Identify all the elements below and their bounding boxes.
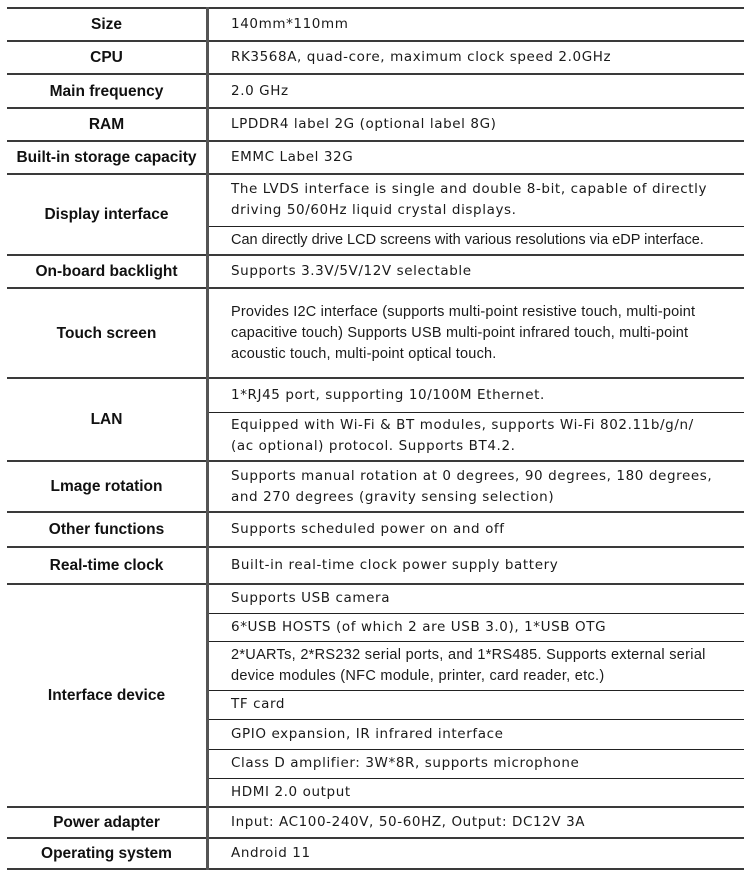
row-value: Input: AC100-240V, 50-60HZ, Output: DC12V 3A — [208, 807, 745, 838]
row-value: Built-in real-time clock power supply battery — [208, 547, 745, 584]
row-value: Supports manual rotation at 0 degrees, 90 degrees, 180 degrees, and 270 degrees (gravity sensing selection) — [208, 461, 745, 512]
row-label: Other functions — [7, 512, 208, 547]
row-value: Class D amplifier: 3W*8R, supports microphone — [208, 749, 745, 778]
row-label: Operating system — [7, 838, 208, 869]
row-label: Display interface — [7, 174, 208, 255]
table-row — [7, 255, 744, 288]
row-label: Lmage rotation — [7, 461, 208, 512]
row-value: LPDDR4 label 2G (optional label 8G) — [208, 108, 745, 141]
row-label: On-board backlight — [7, 255, 208, 288]
row-value: 2.0 GHz — [208, 74, 745, 108]
table-row — [7, 8, 744, 41]
row-value: Equipped with Wi-Fi & BT modules, supports Wi-Fi 802.11b/g/n/ (ac optional) protocol. Supports BT4.2. — [208, 412, 745, 461]
row-label: CPU — [7, 41, 208, 74]
row-label: Interface device — [7, 584, 208, 807]
row-value: The LVDS interface is single and double 8-bit, capable of directly driving 50/60Hz liquid crystal displays. — [208, 174, 745, 226]
row-value: Supports USB camera — [208, 584, 745, 613]
row-label: LAN — [7, 378, 208, 461]
row-value: Provides I2C interface (supports multi-point resistive touch, multi-point capacitive touch) Supports USB multi-point infrared touch, multi-point acoustic touch, multi-point optical touch. — [208, 288, 745, 378]
table-row — [7, 378, 744, 412]
row-value: 6*USB HOSTS (of which 2 are USB 3.0), 1*USB OTG — [208, 613, 745, 641]
row-value: Android 11 — [208, 838, 745, 869]
row-value: 140mm*110mm — [208, 8, 745, 41]
table-row — [7, 547, 744, 584]
row-value: EMMC Label 32G — [208, 141, 745, 174]
row-label: RAM — [7, 108, 208, 141]
row-label: Built-in storage capacity — [7, 141, 208, 174]
row-value: 1*RJ45 port, supporting 10/100M Ethernet. — [208, 378, 745, 412]
row-value: Can directly drive LCD screens with various resolutions via eDP interface. — [208, 226, 745, 255]
table-row — [7, 807, 744, 838]
row-value: Supports scheduled power on and off — [208, 512, 745, 547]
row-value: HDMI 2.0 output — [208, 778, 745, 807]
row-label: Main frequency — [7, 74, 208, 108]
table-row — [7, 584, 744, 613]
table-row — [7, 174, 744, 226]
table-row — [7, 461, 744, 512]
table-row — [7, 41, 744, 74]
row-label: Real-time clock — [7, 547, 208, 584]
table-row — [7, 141, 744, 174]
row-value: TF card — [208, 690, 745, 719]
table-row — [7, 512, 744, 547]
spec-table — [7, 7, 744, 870]
table-row — [7, 108, 744, 141]
row-label: Power adapter — [7, 807, 208, 838]
table-row — [7, 838, 744, 869]
table-row — [7, 288, 744, 378]
row-label: Size — [7, 8, 208, 41]
row-value: GPIO expansion, IR infrared interface — [208, 719, 745, 749]
table-row — [7, 74, 744, 108]
row-value: RK3568A, quad-core, maximum clock speed 2.0GHz — [208, 41, 745, 74]
row-label: Touch screen — [7, 288, 208, 378]
row-value: Supports 3.3V/5V/12V selectable — [208, 255, 745, 288]
row-value: 2*UARTs, 2*RS232 serial ports, and 1*RS485. Supports external serial device modules (NFC module, printer, card reader, etc.) — [208, 641, 745, 690]
